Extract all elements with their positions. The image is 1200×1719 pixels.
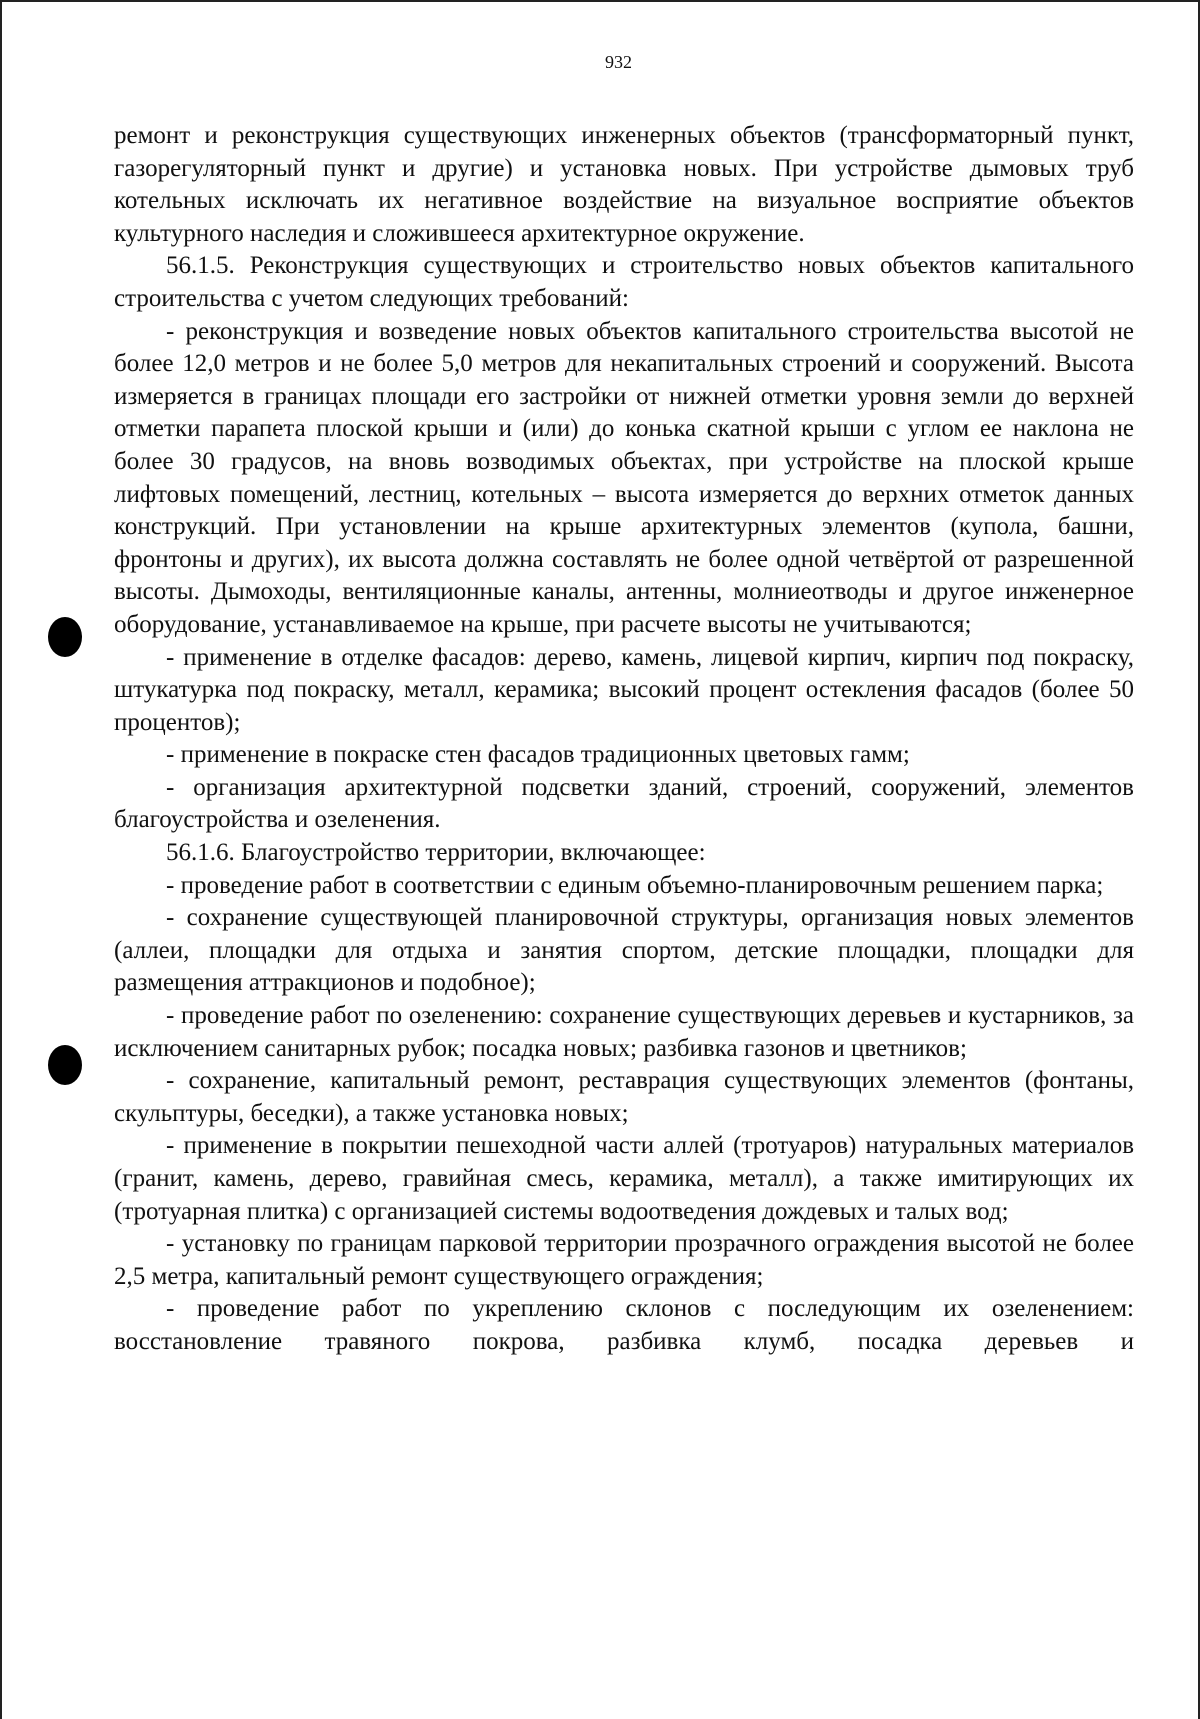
list-item: - проведение работ по укреплению склонов с последующим их озеленением: восстановление травяного покрова, разбивка клумб, посадка деревьев и (114, 1295, 1134, 1355)
paragraph-section-heading: 56.1.6. Благоустройство территории, включающее: (166, 839, 706, 867)
paragraph-section-heading: 56.1.5. Реконструкция существующих и строительство новых объектов капитального строительства с учетом следующих требований: (114, 252, 1134, 312)
list-item: - применение в покраске стен фасадов традиционных цветовых гамм; (166, 741, 910, 769)
list-item: - реконструкция и возведение новых объектов капитального строительства высотой не более 12,0 метров и не более 5,0 метров для некапитальных строений и сооружений. Высота измеряется в границах площади его застройки от нижней отметки уровня земли до верхней отметки парапета плоской крыши и (или) до конька скатной крыши с углом ее наклона не более 30 градусов, на вновь возводимых объектах, при устройстве на плоской крыше лифтовых помещений, лестниц, котельных – высота измеряется до верхних отметок данных конструкций. При установлении на крыше архитектурных элементов (купола, башни, фронтоны и других), их высота должна составлять не более одной четвёртой от разрешенной высоты. Дымоходы, вентиляционные каналы, антенны, молниеотводы и другое инженерное оборудование, устанавливаемое на крыше, при расчете высоты не учитываются; (114, 317, 1134, 638)
page-number: 932 (605, 52, 632, 72)
list-item: - проведение работ по озеленению: сохранение существующих деревьев и кустарников, за исключением санитарных рубок; посадка новых; разбивка газонов и цветников; (114, 1002, 1134, 1062)
list-item: - сохранение, капитальный ремонт, реставрация существующих элементов (фонтаны, скульптуры, беседки), а также установка новых; (114, 1067, 1134, 1127)
list-item: - установку по границам парковой территории прозрачного ограждения высотой не более 2,5 метра, капитальный ремонт существующего ограждения; (114, 1230, 1134, 1290)
list-item: - организация архитектурной подсветки зданий, строений, сооружений, элементов благоустройства и озеленения. (114, 773, 1134, 834)
list-item: - сохранение существующей планировочной структуры, организация новых элементов (аллеи, площадки для отдыха и занятия спортом, детские площадки, площадки для размещения аттракционов и подобное); (114, 904, 1134, 997)
list-item: - проведение работ в соответствии с единым объемно-планировочным решением парка; (166, 871, 1104, 899)
list-item: - применение в покрытии пешеходной части аллей (тротуаров) натуральных материалов (гранит, камень, дерево, гравийная смесь, керамика, металл), а также имитирующих их (тротуарная плитка) с организацией системы водоотведения дождевых и талых вод; (114, 1132, 1134, 1225)
paragraph: ремонт и реконструкция существующих инженерных объектов (трансформаторный пункт, газорегуляторный пункт и другие) и установка новых. При устройстве дымовых труб котельных исключать их негативное воздействие на визуальное восприятие объектов культурного наследия и сложившееся архитектурное окружение. (114, 122, 1134, 247)
document-body (114, 120, 1134, 1359)
punch-hole-mark (48, 617, 82, 657)
list-item: - применение в отделке фасадов: дерево, камень, лицевой кирпич, кирпич под покраску, штукатурка под покраску, металл, керамика; высокий процент остекления фасадов (более 50 процентов); (114, 643, 1134, 736)
punch-hole-mark (48, 1045, 82, 1085)
